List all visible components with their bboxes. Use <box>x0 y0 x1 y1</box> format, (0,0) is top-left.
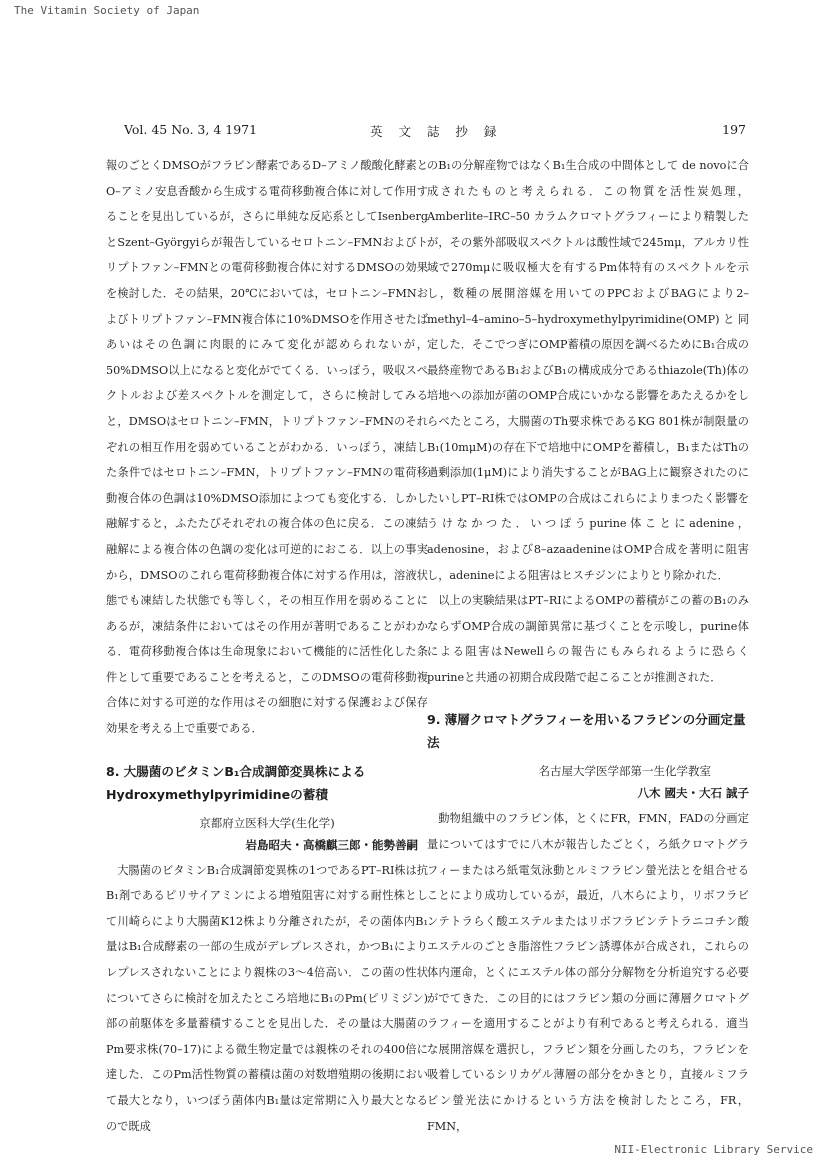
left-column <box>106 153 428 1139</box>
continuation-paragraph: 報のごとくDMSOがフラビン酵素であるD–アミノ酸酸化酵素とO–アミノ安息香酸から生成する電荷移動複合体に対して作用することを見出しているが，さらに単純な反応系としてIsenbergとSzent–Györgyiらが報告しているセロトニン–FMNおよびトリプトファン–FMNとの電荷移動複合体に対するDMSOの効果を検討した．その結果，20℃においては，セロトニン–FMNおよびトリプトファン–FMN複合体に10%DMSOを作用させたばあいはその色調に肉眼的にみて変化が認められないが，50%DMSO以上になると変化がでてくる．いっぽう，吸収スペクトルおよび差スペクトルを測定して，さらに検討してみると，DMSOはセロトニン–FMN，トリプトファン–FMNのそれぞれの相互作用を弱めていることがわかる．いっぽう，凍結した条件ではセロトニン–FMN，トリプトファン–FMNの電荷移動複合体の色調は10%DMSO添加によつても変化する．しかし融解すると，ふたたびそれぞれの複合体の色に戻る．この凍結融解による複合体の色調の変化は可逆的におこる．以上の事実から，DMSOのこれら電荷移動複合体に対する作用は，溶液状態でも凍結した状態でも等しく，その相互作用を弱めることにあるが，凍結条件においてはその作用が著明であることがわかる．電荷移動複合体は生命現象において機能的に活性化した条件として重要であることを考えると，このDMSOの電荷移動複合体に対する可逆的な作用はその細胞に対する保護および保存効果を考える上で重要である． <box>106 159 428 736</box>
section-number: 9. <box>427 712 441 728</box>
section-title-text: 大腸菌のビタミンB₁合成調節変異株によるHydroxymethylpyrimidineの蓄積 <box>106 763 366 802</box>
continuation-paragraph-2: 以上の実験結果はPT–RIによるOMPの蓄積がこの蓄のB₁のみならずOMP合成の調節異常に基づくことを示唆し，purine体による阻害はNewellらの報告にもみられるように恐らくpurineと共通の初期合成段階で起こることが推測された． <box>427 594 749 684</box>
section-8-affiliation: 京都府立医科大学(生化学) <box>199 815 335 830</box>
journal-title: 英 文 誌 抄 録 <box>370 124 503 139</box>
section-title-text: 薄層クロマトグラフィーを用いるフラビンの分画定量法 <box>427 712 746 751</box>
section-9-body: 動物組織中のフラビン体，とくにFR，FMN，FADの分画定量についてはすでに八木が報告したごとく，ろ紙クロマトグラフィーまたはろ紙電気泳動とルミフラビン螢光法とを組合せることにより成功しているが，最近，八木らにより，リボフラビンテトラらく酸エステルまたはリボフラビンテトラニコチン酸エステルのごとき脂溶性フラビン誘導体が合成され，これらの体内運命，とくにエステル体の部分分解物を分析追究する必要がでてきた．この目的にはフラビン類の分画に薄層クロマトグラフィーを適用することがより有利であると考えられる．適当な展開溶媒を選択し，フラビン類を分画したのち，フラビンを吸着しているシリカゲル薄層の部分をかきとり，直接ルミフラビン螢光法にかけるという方法を検討したところ，FR，FMN， <box>427 812 749 1133</box>
footer-service: NII-Electronic Library Service <box>614 1143 813 1156</box>
section-8-title <box>106 760 428 806</box>
section-8-authors: 岩島昭夫・高橋麒三郎・能勢善嗣 <box>245 837 418 852</box>
section-9-title <box>427 708 749 754</box>
right-column <box>427 153 749 1139</box>
running-header <box>124 122 746 140</box>
section-9-authors: 八木 國夫・大石 誠子 <box>637 786 749 801</box>
section-8-body: 大腸菌のビタミンB₁合成調節変異株の1つであるPT–RI株は抗B₁剤であるピリサイアミンによる増殖阻害に対する耐性株として川崎らにより大腸菌K12株より分離されたが，その菌体内B₁量はB₁合成酵素の一部の生成がデレプレスされ，かつB₁によりレプレスされないことにより親株の3～4倍高い．この菌の性状についてさらに検討を加えたところ培地にB₁のPm(ピリミジン)部の前駆体を多量蓄積することを見出した．その量は大腸菌のPm要求株(70–17)による微生物定量では親株のそれの400倍に達した．このPm活性物質の蓄積は菌の対数増殖期の後期において最大となり，いつぽう菌体内B₁量は定常期に入り最大となるので既成 <box>106 863 428 1133</box>
society-header: The Vitamin Society of Japan <box>14 4 200 17</box>
page-number: 197 <box>722 122 746 137</box>
section-9-affiliation: 名古屋大学医学部第一生化学教室 <box>538 764 711 779</box>
section-number: 8. <box>106 763 120 779</box>
volume-info: Vol. 45 No. 3, 4 1971 <box>124 122 258 137</box>
continuation-paragraph-1: のB₁の分解産物ではなくB₁生合成の中間体として de novoに合成されたものと考えられる．この物質を活性炭処理，Amberlite–IRC–50 カラムクロマトグラフィーにより精製したが，その紫外部吸収スペクトルは酸性域で245mμ，アルカリ性域で270mμに吸収極大を有するPm体特有のスペクトルを示し，数種の展開溶媒を用いてのPPCおよびBAGにより2–methyl–4–amino–5–hydroxymethylpyrimidine(OMP)と同定した．そこでつぎにOMP蓄積の原因を調べるためにB₁合成の最終産物であるB₁およびB₁の構成成分であるthiazole(Th)体の培地への添加が菌のOMP合成にいかなる影響をあたえるかをしらべたところ，大腸菌のTh要求株であるKG 801株が制限量のB₁(10mμM)の存在下で培地中にOMPを蓄積し，B₁またはThの過剰添加(1μM)により消失することがBAG上に観察されたのにたいしPT–RI株ではOMPの合成はこれらによりまつたく影響をうけなかつた．いつぽうpurine体ことにadenine，adenosine，および8–azaadenineはOMP合成を著明に阻害し，adenineによる阻害はヒスチジンによりとり除かれた． <box>427 159 749 582</box>
